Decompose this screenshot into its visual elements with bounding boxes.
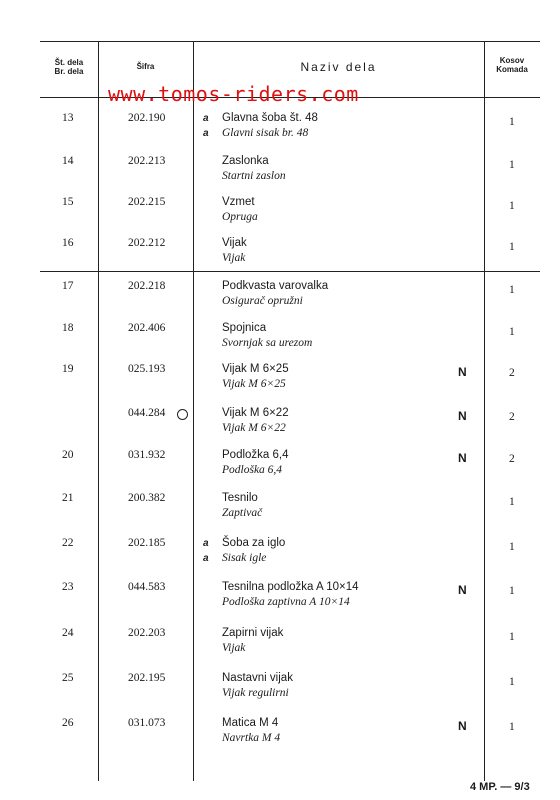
new-part-flag: N [458,365,467,379]
page-footer: 4 MP. — 9/3 [470,781,530,793]
header-quantity-line1: Kosov [499,56,525,65]
part-name-serbian: Vijak M 6×22 [222,422,286,434]
part-name-serbian: Vijak regulirni [222,687,289,699]
header-quantity-line2: Komada [496,65,528,74]
part-name-slovenian: Tesnilo [222,492,258,504]
part-name-slovenian: Vijak [222,237,247,249]
part-quantity: 1 [509,631,515,643]
part-name-slovenian: Podkvasta varovalka [222,280,329,292]
column-divider-2 [193,41,194,781]
part-name-serbian: Podloška 6,4 [222,464,283,476]
part-code: 202.190 [128,112,166,124]
part-quantity: 1 [509,159,515,171]
part-name-serbian: Osigurač opružni [222,295,303,307]
part-quantity: 2 [509,367,515,379]
part-code: 031.073 [128,717,166,729]
part-number: 20 [62,449,74,461]
part-number: 23 [62,581,74,593]
part-code: 025.193 [128,363,166,375]
part-name-serbian: Svornjak sa urezom [222,337,313,349]
header-part-number [40,58,98,76]
part-quantity: 1 [509,284,515,296]
part-name-serbian: Vijak [222,252,246,264]
header-quantity [484,56,540,74]
part-quantity: 1 [509,541,515,553]
new-part-flag: N [458,583,467,597]
new-part-flag: N [458,719,467,733]
variant-mark: a [203,553,209,564]
part-code: 202.218 [128,280,166,292]
part-name-serbian: Startni zaslon [222,170,286,182]
part-name-slovenian: Tesnilna podložka A 10×14 [222,581,359,593]
part-name-serbian: Glavni sisak br. 48 [222,127,309,139]
circle-marker-icon [177,409,188,420]
watermark-text: www.tomos-riders.com [108,82,359,106]
part-number: 26 [62,717,74,729]
part-number: 16 [62,237,74,249]
part-code: 031.932 [128,449,166,461]
part-quantity: 1 [509,721,515,733]
part-name-slovenian: Glavna šoba št. 48 [222,112,318,124]
part-name-slovenian: Vzmet [222,196,255,208]
part-number: 25 [62,672,74,684]
part-number: 17 [62,280,74,292]
part-number: 24 [62,627,74,639]
part-number: 15 [62,196,74,208]
new-part-flag: N [458,409,467,423]
part-name-slovenian: Zaslonka [222,155,269,167]
part-code: 202.212 [128,237,166,249]
part-quantity: 1 [509,676,515,688]
part-name-serbian: Navrtka M 4 [222,732,281,744]
part-code: 200.382 [128,492,166,504]
part-name-serbian: Zaptivač [222,507,263,519]
part-code: 202.213 [128,155,166,167]
part-code: 044.583 [128,581,166,593]
new-part-flag: N [458,451,467,465]
part-quantity: 1 [509,241,515,253]
header-part-number-line2: Br. dela [54,67,84,76]
part-name-slovenian: Vijak M 6×22 [222,407,289,419]
part-code: 202.406 [128,322,166,334]
part-name-serbian: Podloška zaptivna A 10×14 [222,596,350,608]
column-divider-1 [98,41,99,781]
header-part-number-line1: Št. dela [54,58,84,67]
part-name-slovenian: Spojnica [222,322,267,334]
part-name-slovenian: Vijak M 6×25 [222,363,289,375]
part-number: 22 [62,537,74,549]
part-quantity: 2 [509,453,515,465]
part-name-serbian: Vijak [222,642,246,654]
part-quantity: 1 [509,585,515,597]
header-code: Šifra [136,62,155,71]
part-quantity: 1 [509,496,515,508]
part-number: 14 [62,155,74,167]
header-part-name: Naziv dela [300,60,377,74]
part-quantity: 2 [509,411,515,423]
part-name-slovenian: Matica M 4 [222,717,279,729]
part-number: 21 [62,492,74,504]
part-name-slovenian: Podložka 6,4 [222,449,289,461]
part-name-serbian: Opruga [222,211,258,223]
section-divider [40,271,540,272]
part-code: 202.195 [128,672,166,684]
part-quantity: 1 [509,326,515,338]
variant-mark: a [203,128,209,139]
part-code: 202.215 [128,196,166,208]
part-code: 202.203 [128,627,166,639]
column-divider-3 [484,41,485,781]
part-code: 202.185 [128,537,166,549]
part-number: 19 [62,363,74,375]
part-quantity: 1 [509,200,515,212]
part-number: 18 [62,322,74,334]
variant-mark: a [203,113,209,124]
table-top-border [40,41,540,42]
part-name-serbian: Vijak M 6×25 [222,378,286,390]
part-name-slovenian: Nastavni vijak [222,672,293,684]
part-name-serbian: Sisak igle [222,552,267,564]
part-name-slovenian: Šoba za iglo [222,537,286,549]
part-code: 044.284 [128,407,166,419]
variant-mark: a [203,538,209,549]
part-quantity: 1 [509,116,515,128]
part-name-slovenian: Zapirni vijak [222,627,284,639]
part-number: 13 [62,112,74,124]
